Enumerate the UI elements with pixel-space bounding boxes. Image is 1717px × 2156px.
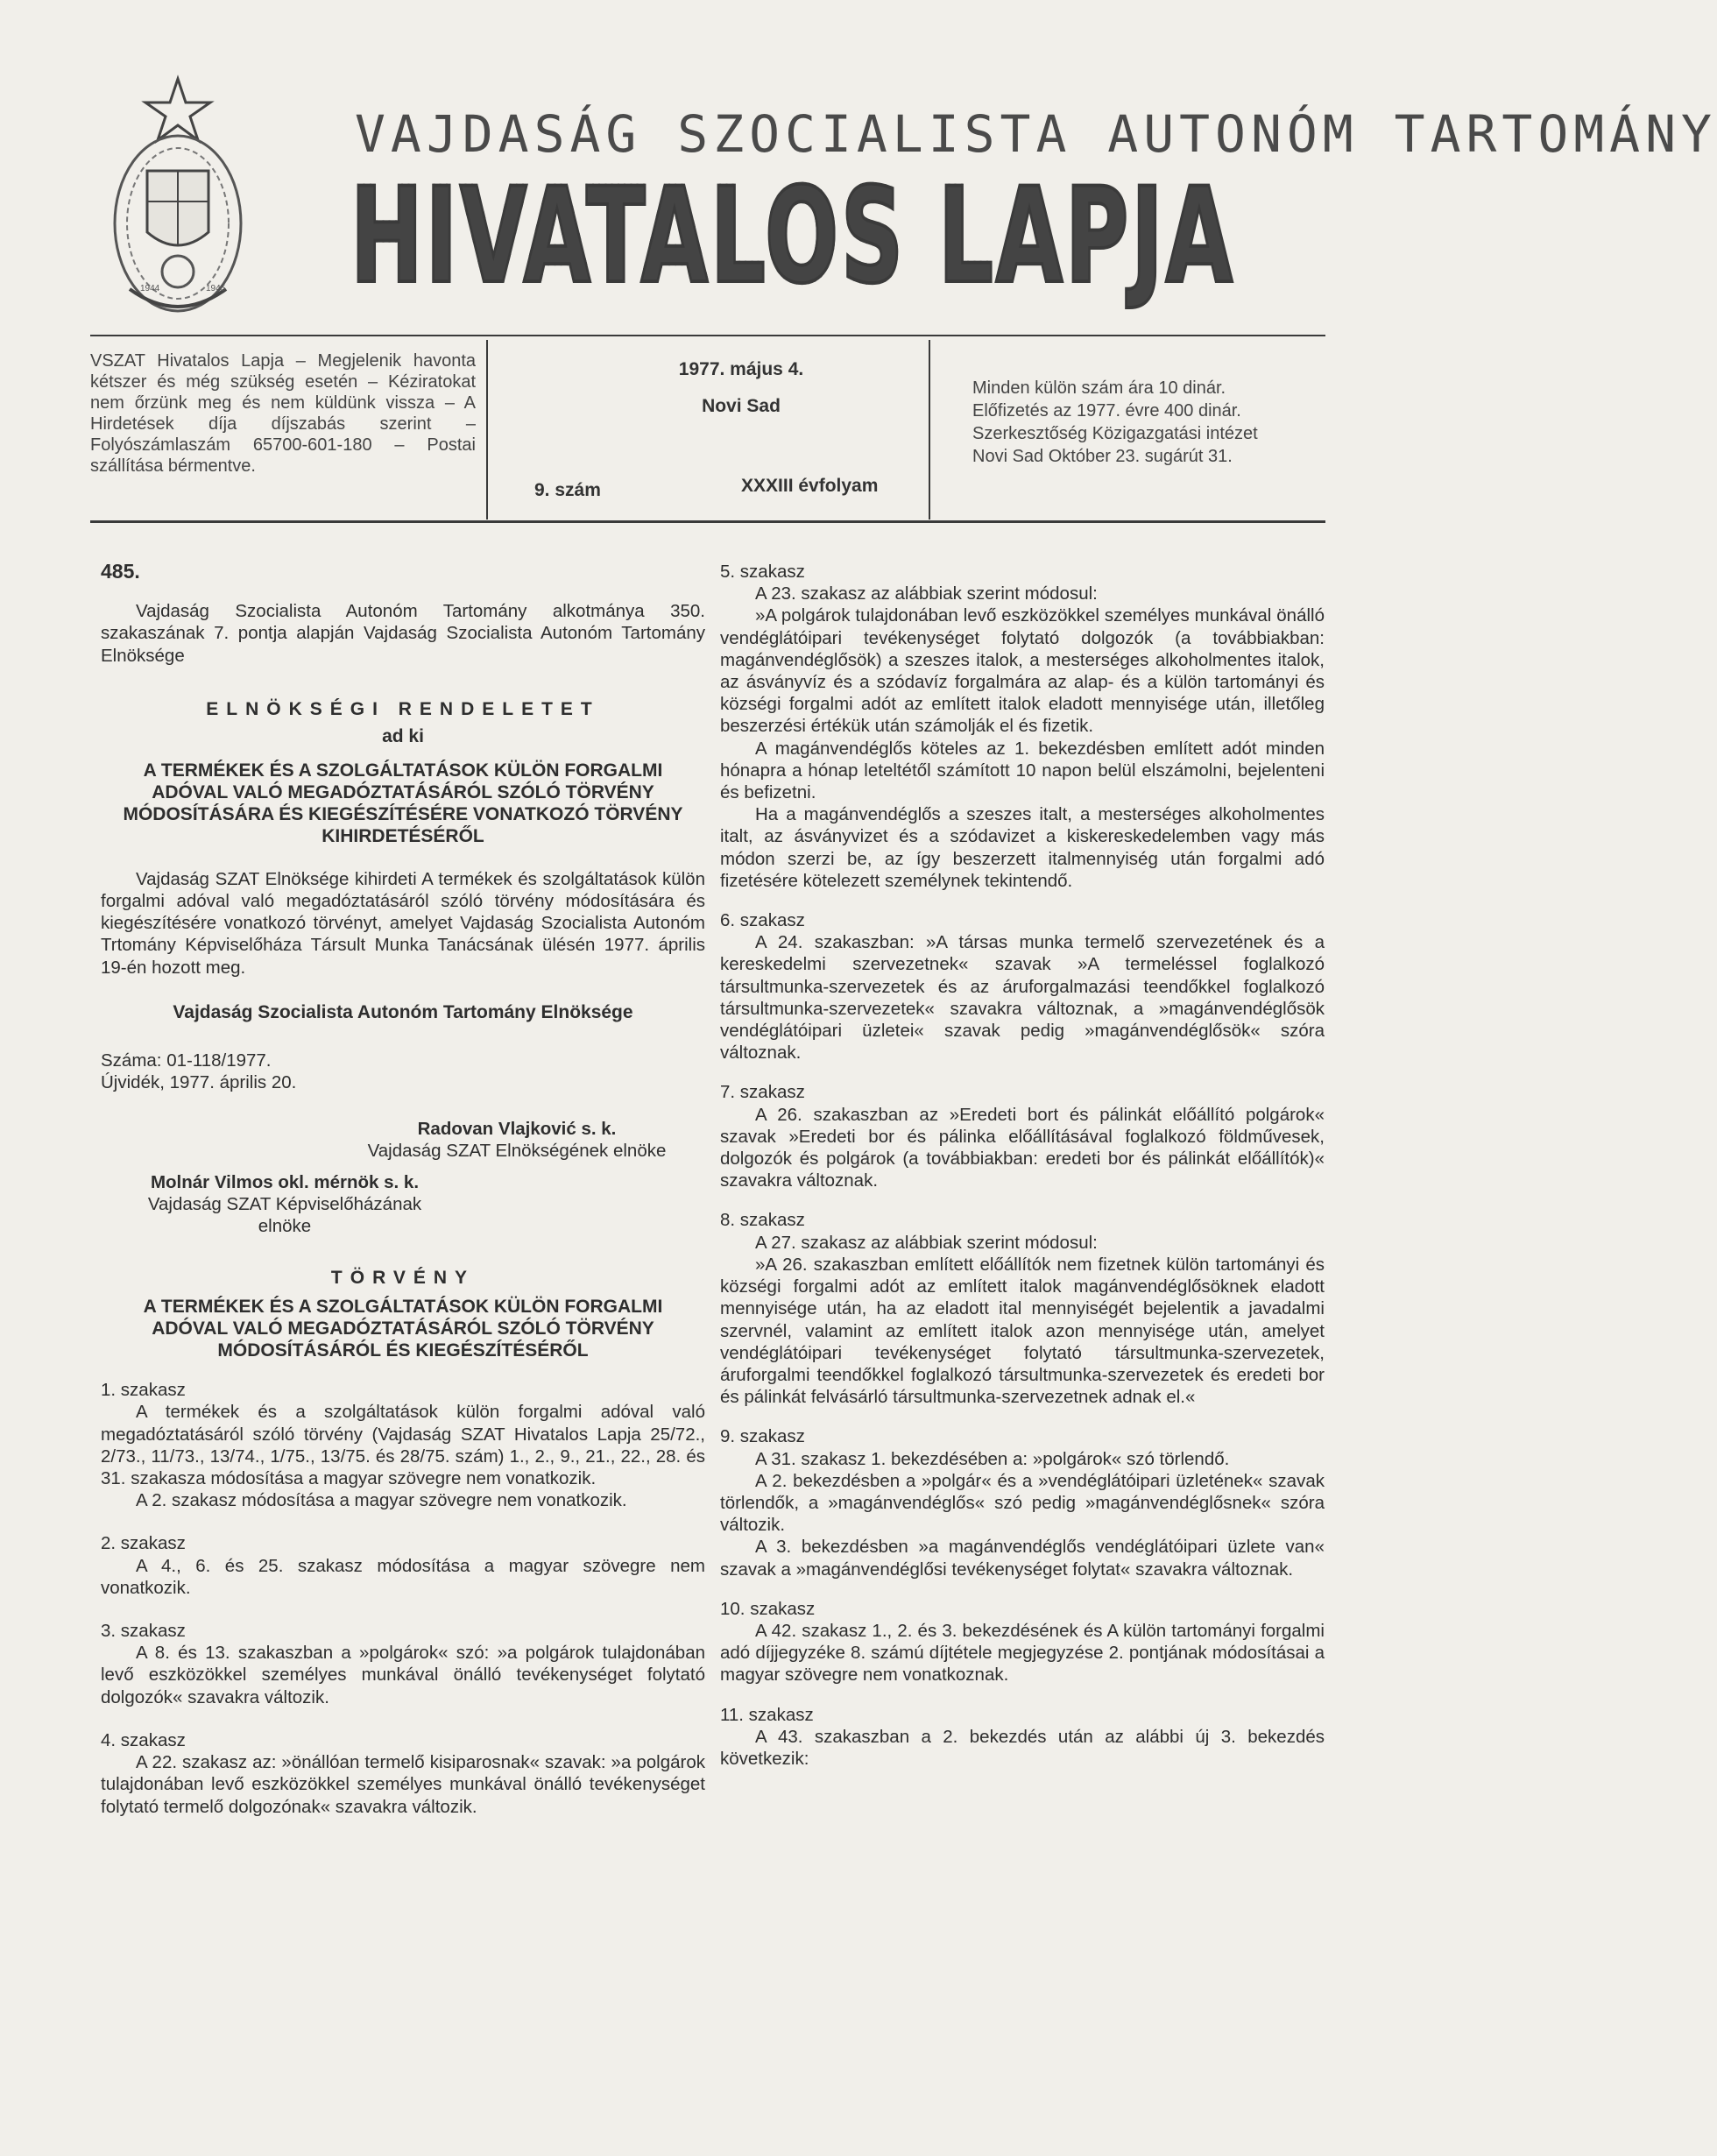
section-5-paragraph-1: A 23. szakasz az alábbiak szerint módosul: (755, 583, 1098, 604)
section-8-paragraph-2: »A 26. szakaszban említett előállítók nem fizetnek külön tartományi és községi forgalmi adót az említett italok magánvendéglősöknek eladott mennyisége után, ha az eladott ital mennyiségét bejelentik a javadalmi szervnél, valamint az említett italok azon mennyisége után, amelyet vendéglátóipari tevékenységet folytató társultmunka-szervezetek, áruforgalmi teendőkkel foglalkozó társultmunka-szervezetek és eredeti bor és pálinkát felvásárló társultmunka-szervezetnek adnak el.« (720, 1254, 1325, 1408)
signer1-name: Radovan Vlajković s. k. (417, 1119, 617, 1140)
coat-of-arms-emblem (112, 74, 375, 337)
law-title: TÖRVÉNY (330, 1268, 476, 1289)
publication-info: VSZAT Hivatalos Lapja – Megjelenik havonta kétszer és még szükség esetén – Kéziratokat nem őrzünk meg és nem küldünk vissza – A Hirdetések díja díjszabás szerint – Folyószámlaszám 65700-601-180 – Postai szállítása bérmentve. (90, 351, 476, 476)
section-2-paragraph-1: A 4., 6. és 25. szakasz módosítása a magyar szövegre nem vonatkozik. (101, 1555, 705, 1598)
header-bottom-rule (90, 520, 1325, 523)
section-1-paragraph-1: A termékek és a szolgáltatások külön forgalmi adóval való megadóztatásáról szóló törvény (Vajdaság SZAT Hivatalos Lapja 25/72., 2/73., 11/73., 13/74., 1/75., 13/75. és 28/75. szám) 1., 2., 9., 21., 22., 28. és 31. szakasza módosítása a magyar szövegre nem vonatkozik. (101, 1402, 705, 1489)
section-1-heading: 1. szakasz (101, 1380, 186, 1401)
section-5-heading: 5. szakasz (720, 562, 805, 582)
section-5-paragraph-4: Ha a magánvendéglős a szeszes italt, a mesterséges alkoholmentes italt, az ásványvizet és a szódavizet a kiskereskedelemben vagy más módon szerzi be, az így beszerzett italmennyiség után forgalmi adó fizetésére kötelezett személynek tekintendő. (720, 804, 1325, 891)
intro-paragraph: Vajdaság Szocialista Autonóm Tartomány alkotmánya 350. szakaszának 7. pontja alapján Vajdaság Szocialista Autonóm Tartomány Elnöksége (101, 601, 705, 666)
section-10-paragraph-1: A 42. szakasz 1., 2. és 3. bekezdésének és A külön tartományi forgalmi adó díjjegyzéke 8. számú díjtétele megjegyzése 2. pontjának módosításai a magyar szövegre nem vonatkoznak. (720, 1620, 1325, 1686)
section-2-heading: 2. szakasz (101, 1533, 186, 1554)
section-4-paragraph-1: A 22. szakasz az: »önállóan termelő kisiparosnak« szavak: »a polgárok tulajdonában levő eszközökkel személyes munkával önálló tevékenységet folytató termelő dolgozónak« szavakra változik. (101, 1752, 705, 1817)
section-7-heading: 7. szakasz (720, 1082, 805, 1103)
emblem-year-1: 1944 (140, 284, 160, 293)
issue-place: Novi Sad (702, 396, 781, 416)
issue-number: 9. szám (534, 480, 601, 500)
section-5-paragraph-3: A magánvendéglős köteles az 1. bekezdésben említett adót minden hónapra a hónap leteltétől számított 10 napon belül elszámolni, bejelenteni és befizetni. (720, 738, 1325, 803)
paper-title-text: HIVATALOS LAPJA (350, 160, 1235, 313)
section-9-paragraph-2: A 2. bekezdésben a »polgár« és a »vendéglátóipari üzletének« szavak törlendők, a »magánvendéglős« szó pedig »magánvendéglősnek« szóra változik. (720, 1470, 1325, 1536)
decree-ad-ki: ad ki (382, 725, 424, 746)
section-6-paragraph-1: A 24. szakaszban: »A társas munka termelő szervezetének és a kereskedelmi szervezetnek« szavak »A termeléssel foglalkozó társultmunka-szervezetek és az áruforgalmazási teendőkkel foglalkozó társultmunka-szervezetek« szavakra változnak, a »magánvendéglősök vendéglátóipari üzletei« szavak pedig »magánvendéglősök« szóra változnak. (720, 932, 1325, 1064)
header-divider-right (929, 340, 930, 520)
law-subject: A TERMÉKEK ÉS A SZOLGÁLTATÁSOK KÜLÖN FORGALMI ADÓVAL VALÓ MEGADÓZTATÁSÁRÓL SZÓLÓ TÖRVÉNY MÓDOSÍTÁSÁRÓL ÉS KIEGÉSZÍTÉSÉRŐL (143, 1297, 663, 1361)
subscription-line: Előfizetés az 1977. évre 400 dinár. (972, 401, 1241, 421)
signer2-title: Vajdaság SZAT Képviselőházának (147, 1193, 422, 1214)
section-11-heading: 11. szakasz (720, 1704, 814, 1725)
section-10-heading: 10. szakasz (720, 1598, 816, 1619)
proclamation-paragraph: Vajdaság SZAT Elnöksége kihirdeti A termékek és szolgáltatások külön forgalmi adóval való megadóztatásáról szóló törvény módosítására és kiegészítésére vonatkozó törvényt, amelyet Vajdaság Szocialista Autonóm Trtomány Képviselőháza Társult Munka Tanácsának ülésén 1977. április 19-én hozott meg. (101, 868, 705, 978)
price-info (972, 377, 1323, 473)
reference-number: Száma: 01-118/1977. (101, 1050, 272, 1071)
paper-title (350, 160, 1323, 313)
section-9-paragraph-3: A 3. bekezdésben »a magánvendéglős vendéglátóipari üzlete van« szavak a »magánvendéglősi tevékenységet folytat« szavakra változnak. (720, 1537, 1325, 1580)
section-4-heading: 4. szakasz (101, 1729, 186, 1750)
reference-place-date: Újvidék, 1977. április 20. (101, 1072, 297, 1093)
volume-number: XXXIII évfolyam (741, 476, 879, 496)
presidency-name: Vajdaság Szocialista Autonóm Tartomány Elnöksége (173, 1001, 633, 1022)
section-3-paragraph-1: A 8. és 13. szakaszban a »polgárok« szó: »a polgárok tulajdonában levő eszközökkel személyes munkával önálló tevékenységet folytató dolgozók« szavakra változik. (101, 1643, 705, 1707)
section-5-paragraph-2: »A polgárok tulajdonában levő eszközökkel személyes munkával önálló vendéglátóipari tevékenységet folytató dolgozók (a továbbiakban: magánvendéglősök) a szeszes italok, a mesterséges alkoholmentes italok, az ásványvíz és a szódavíz forgalmára az alap- és a külön tartományi és községi forgalmi adót az említett italok eladott mennyisége után, illetőleg beszerzési értékük után számolják el és fizetik. (720, 605, 1325, 737)
signer2-title-cont: elnöke (258, 1216, 312, 1237)
section-11-paragraph-1: A 43. szakaszban a 2. bekezdés után az alábbi új 3. bekezdés következik: (720, 1726, 1325, 1769)
section-7-paragraph-1: A 26. szakaszban az »Eredeti bort és pálinkát előállító polgárok« szavak »Eredeti bor és pálinka előállításával foglalkozó földművesek, dolgozók és polgárok (a továbbiakban: eredeti bor és pálinkát előállítók)« szavakra változnak. (720, 1104, 1325, 1191)
issue-date: 1977. május 4. (678, 359, 804, 379)
signer2-name: Molnár Vilmos okl. mérnök s. k. (150, 1171, 420, 1192)
header-divider-left (486, 340, 488, 520)
section-3-heading: 3. szakasz (101, 1621, 186, 1642)
masthead-rule (90, 335, 1325, 336)
price-line: Minden külön szám ára 10 dinár. (972, 378, 1226, 398)
signer1-title: Vajdaság SZAT Elnökségének elnöke (367, 1141, 667, 1162)
section-8-paragraph-1: A 27. szakasz az alábbiak szerint módosul: (755, 1232, 1098, 1253)
section-8-heading: 8. szakasz (720, 1210, 805, 1231)
region-title: VAJDASÁG SZOCIALISTA AUTONÓM TARTOMÁNY (355, 104, 1717, 164)
address-line: Novi Sad Október 23. sugárút 31. (972, 447, 1233, 466)
editorial-line: Szerkesztőség Közigazgatási intézet (972, 424, 1258, 443)
decree-title: ELNÖKSÉGI RENDELETET (206, 698, 600, 719)
section-9-paragraph-1: A 31. szakasz 1. bekezdésében a: »polgárok« szó törlendő. (755, 1448, 1230, 1469)
right-column (720, 561, 1325, 1770)
left-column (101, 561, 705, 1818)
section-9-heading: 9. szakasz (720, 1426, 805, 1447)
emblem-year-2: 1945 (206, 284, 226, 293)
section-1-paragraph-2: A 2. szakasz módosítása a magyar szövegre nem vonatkozik. (136, 1490, 627, 1511)
decree-subject: A TERMÉKEK ÉS A SZOLGÁLTATÁSOK KÜLÖN FORGALMI ADÓVAL VALÓ MEGADÓZTATÁSÁRÓL SZÓLÓ TÖRVÉNY MÓDOSÍTÁSÁRA ÉS KIEGÉSZÍTÉSÉRE VONATKOZÓ TÖRVÉNY KIHIRDETÉSÉRŐL (123, 760, 683, 846)
section-6-heading: 6. szakasz (720, 910, 805, 931)
entry-number: 485. (101, 560, 140, 583)
